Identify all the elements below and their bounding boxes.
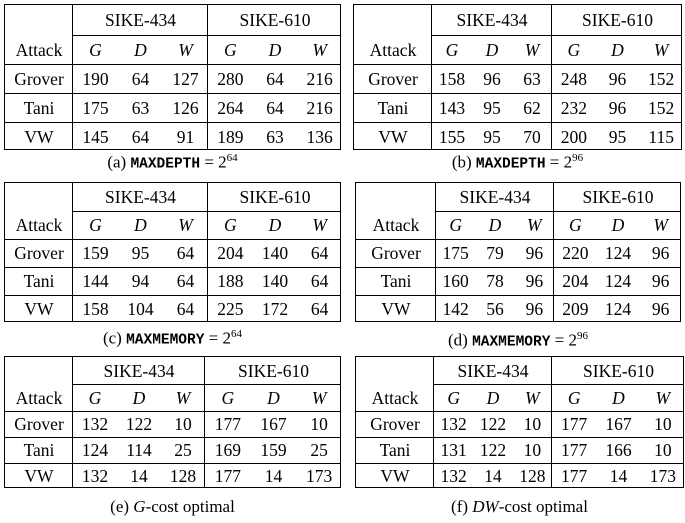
table-cell: 63 [266,126,284,147]
caption-parameter: MAXMEMORY [126,332,205,349]
table-cell: 143 [438,97,466,118]
group-header: SIKE-434 [105,10,176,30]
table-cell: 91 [176,126,195,147]
column-header: W [312,215,327,235]
attack-label: Tani [377,97,409,118]
table-cell: 152 [648,97,675,118]
table-cell: 140 [261,243,289,263]
column-header: W [655,387,671,408]
table-cell: 159 [82,243,109,263]
attack-label: VW [378,126,408,147]
table-panel-d [355,182,681,358]
column-header: G [89,39,102,60]
column-header: G [447,387,460,408]
column-header: D [485,39,499,60]
column-header: G [569,215,582,235]
attack-label: Grover [14,68,64,89]
table-cell: 225 [217,299,244,319]
attack-label: Grover [14,243,64,263]
column-header: G [567,39,581,60]
caption-label: (b) [451,152,476,172]
group-header-rule [434,384,683,385]
table-caption [4,328,341,349]
attack-label: VW [24,126,54,147]
group-header: SIKE-610 [582,187,654,207]
table-cell: 142 [442,299,469,319]
table-cell: 10 [174,414,192,434]
table-cell: 152 [648,68,675,89]
caption-equals: = 2 [550,330,577,350]
table-cell: 140 [261,271,289,291]
attack-column-header: Attack [371,387,419,408]
row-rule [356,295,680,296]
caption-label: (c) [102,328,127,348]
table-cell: 155 [438,126,466,147]
caption-exponent: 96 [577,330,588,342]
column-header: D [134,39,147,60]
table-caption [4,152,341,173]
table-caption [4,497,341,517]
caption-parameter: MAXMEMORY [472,334,551,351]
table-cell: 63 [523,68,541,89]
group-header: SIKE-434 [456,10,528,30]
table-cell: 63 [131,97,150,118]
table-cell: 209 [562,299,589,319]
table-cell: 126 [172,97,199,118]
group-header-rule [436,211,680,212]
results-table [353,4,682,150]
row-rule [5,437,340,438]
table-cell: 96 [608,68,627,89]
table-cell: 10 [523,440,542,460]
column-header: D [268,215,282,235]
table-cell: 124 [604,243,632,263]
column-header: D [611,215,625,235]
caption-equals: = 2 [545,152,573,172]
table-cell: 10 [654,440,672,460]
table-cell: 122 [479,414,507,434]
table-cell: 96 [525,243,544,263]
column-header: G [224,215,237,235]
table-cell: 78 [486,271,504,291]
table-cell: 132 [440,466,467,486]
table-cell: 166 [605,440,632,460]
table-cell: 177 [214,466,241,486]
table-cell: 95 [131,243,150,263]
column-header: W [178,215,193,235]
table-cell: 128 [169,466,197,486]
group-header: SIKE-610 [239,10,311,30]
table-cell: 64 [131,126,150,147]
table-cell: 136 [306,126,333,147]
table-cell: 124 [604,299,632,319]
table-caption [353,152,682,173]
table-cell: 158 [82,299,109,319]
group-header: SIKE-610 [238,360,309,381]
table-cell: 94 [131,271,150,291]
column-header: D [132,387,146,408]
row-rule [5,93,340,94]
table-cell: 96 [525,299,544,319]
attack-label: VW [24,466,54,486]
column-header: D [267,387,280,408]
group-header: SIKE-610 [583,360,654,381]
table-cell: 204 [217,243,244,263]
table-cell: 132 [440,414,467,434]
row-rule [5,64,340,65]
table-cell: 216 [306,97,333,118]
column-header: G [88,387,102,408]
table-caption [355,330,681,351]
table-cell: 64 [310,271,329,291]
table-cell: 14 [130,466,148,486]
column-header: W [653,39,669,60]
table-panel-e [4,356,341,523]
table-cell: 10 [654,414,672,434]
group-header: SIKE-434 [457,360,529,381]
table-cell: 200 [560,126,587,147]
column-header: D [611,39,624,60]
attack-column-header: Attack [369,39,417,60]
caption-cost-symbol: G [133,497,146,516]
attack-label: VW [380,466,410,486]
row-rule [354,122,681,123]
attack-label: Grover [14,414,64,434]
table-cell: 167 [260,414,287,434]
column-header: W [311,387,327,408]
row-rule [356,239,680,240]
caption-exponent: 64 [231,328,243,340]
table-cell: 177 [561,414,588,434]
table-panel-a [4,4,341,180]
column-header: W [175,387,191,408]
column-header: D [612,387,625,408]
table-cell: 96 [651,271,670,291]
table-cell: 64 [266,97,284,118]
caption-parameter: MAXDEPTH [130,156,201,173]
table-cell: 172 [261,299,289,319]
table-cell: 10 [523,414,542,434]
table-cell: 248 [560,68,587,89]
row-rule [5,122,340,123]
table-cell: 177 [561,440,588,460]
table-cell: 124 [81,440,109,460]
column-header: G [221,387,235,408]
table-cell: 96 [608,97,627,118]
column-header: D [486,387,500,408]
table-cell: 14 [264,466,283,486]
caption-cost-symbol: DW [472,497,499,516]
row-rule [5,267,340,268]
table-cell: 175 [82,97,109,118]
table-cell: 204 [562,271,589,291]
group-header: SIKE-434 [459,187,531,207]
attack-label: Grover [370,414,420,434]
table-cell: 188 [217,271,244,291]
caption-label: (a) [107,152,131,172]
column-header: D [268,39,282,60]
caption-parameter: MAXDEPTH [475,156,546,173]
table-cell: 173 [649,466,676,486]
table-cell: 232 [560,97,587,118]
table-cell: 167 [605,414,632,434]
group-header: SIKE-434 [103,360,175,381]
attack-label: VW [24,299,54,319]
attack-column-header: Attack [372,215,420,235]
caption-equals: = 2 [200,152,227,172]
table-cell: 96 [651,243,670,263]
row-rule [5,295,340,296]
table-panel-c [4,182,341,356]
table-cell: 145 [82,126,109,147]
caption-label: (f) [451,497,473,516]
caption-text: -cost optimal [145,497,235,516]
table-cell: 14 [484,466,502,486]
results-table [355,182,681,322]
table-caption [355,497,684,517]
attack-label: Tani [380,271,412,291]
table-cell: 177 [214,414,241,434]
column-header: W [525,387,540,408]
table-cell: 62 [523,97,541,118]
column-header: D [134,215,147,235]
table-cell: 264 [217,97,244,118]
table-cell: 127 [172,68,199,89]
table-cell: 10 [310,414,328,434]
table-cell: 64 [310,243,329,263]
table-cell: 122 [479,440,507,460]
attack-label: Tani [379,440,411,460]
table-cell: 169 [214,440,241,460]
row-rule [356,463,683,464]
group-header: SIKE-610 [239,187,311,207]
table-cell: 220 [562,243,589,263]
table-cell: 25 [174,440,192,460]
caption-text: -cost optimal [498,497,588,516]
row-rule [356,267,680,268]
table-cell: 160 [442,271,469,291]
column-header: W [527,215,542,235]
caption-exponent: 64 [226,152,238,164]
table-cell: 216 [306,68,333,89]
column-header: D [488,215,502,235]
caption-label: (d) [448,330,473,350]
table-cell: 96 [525,271,544,291]
table-cell: 64 [176,271,195,291]
table-cell: 280 [217,68,244,89]
table-cell: 64 [266,68,284,89]
group-header-rule [73,384,340,385]
table-cell: 173 [306,466,333,486]
table-cell: 79 [486,243,504,263]
caption-label: (e) [110,497,134,516]
table-cell: 115 [648,126,674,147]
attack-label: Grover [371,243,421,263]
group-header-rule [73,211,340,212]
table-cell: 132 [81,466,109,486]
attack-column-header: Attack [15,387,63,408]
table-cell: 131 [440,440,467,460]
table-cell: 14 [609,466,628,486]
table-cell: 128 [519,466,546,486]
group-header: SIKE-434 [105,187,176,207]
attack-label: Tani [23,97,55,118]
caption-exponent: 96 [572,152,584,164]
column-header: W [653,215,668,235]
attack-label: VW [381,299,411,319]
table-cell: 95 [608,126,627,147]
group-header-rule [432,35,681,36]
column-header: G [224,39,237,60]
row-rule [354,93,681,94]
column-header: G [449,215,462,235]
table-cell: 159 [260,440,287,460]
row-rule [5,239,340,240]
table-cell: 64 [176,243,195,263]
attack-label: Grover [368,68,418,89]
attack-column-header: Attack [15,215,63,235]
table-cell: 122 [125,414,153,434]
attack-column-header: Attack [15,39,63,60]
column-header: G [567,387,581,408]
column-header: W [524,39,540,60]
table-cell: 96 [651,299,670,319]
table-cell: 144 [82,271,109,291]
row-rule [5,463,340,464]
row-rule [354,64,681,65]
attack-label: Tani [23,440,55,460]
table-cell: 189 [217,126,244,147]
table-panel-f [355,356,684,523]
row-rule [356,437,683,438]
results-table [355,356,684,488]
group-header: SIKE-610 [582,10,653,30]
row-rule [356,411,683,412]
table-cell: 64 [131,68,150,89]
table-cell: 25 [310,440,328,460]
table-cell: 64 [310,299,329,319]
table-cell: 175 [442,243,469,263]
attack-label: Tani [23,271,55,291]
group-header-rule [73,35,340,36]
column-header: W [312,39,327,60]
row-rule [5,411,340,412]
table-cell: 114 [126,440,152,460]
table-cell: 190 [82,68,109,89]
results-table [4,356,341,488]
results-table [4,4,341,150]
table-cell: 132 [81,414,109,434]
table-cell: 96 [483,68,501,89]
caption-equals: = 2 [204,328,232,348]
results-table [4,182,341,322]
table-panel-b [353,4,682,180]
table-cell: 158 [438,68,466,89]
table-cell: 56 [486,299,504,319]
table-cell: 95 [483,126,501,147]
table-cell: 64 [176,299,195,319]
table-cell: 177 [561,466,588,486]
column-header: W [178,39,193,60]
column-header: G [445,39,459,60]
column-header: G [89,215,102,235]
table-cell: 104 [127,299,154,319]
table-cell: 124 [604,271,632,291]
table-cell: 95 [483,97,501,118]
table-cell: 70 [523,126,541,147]
